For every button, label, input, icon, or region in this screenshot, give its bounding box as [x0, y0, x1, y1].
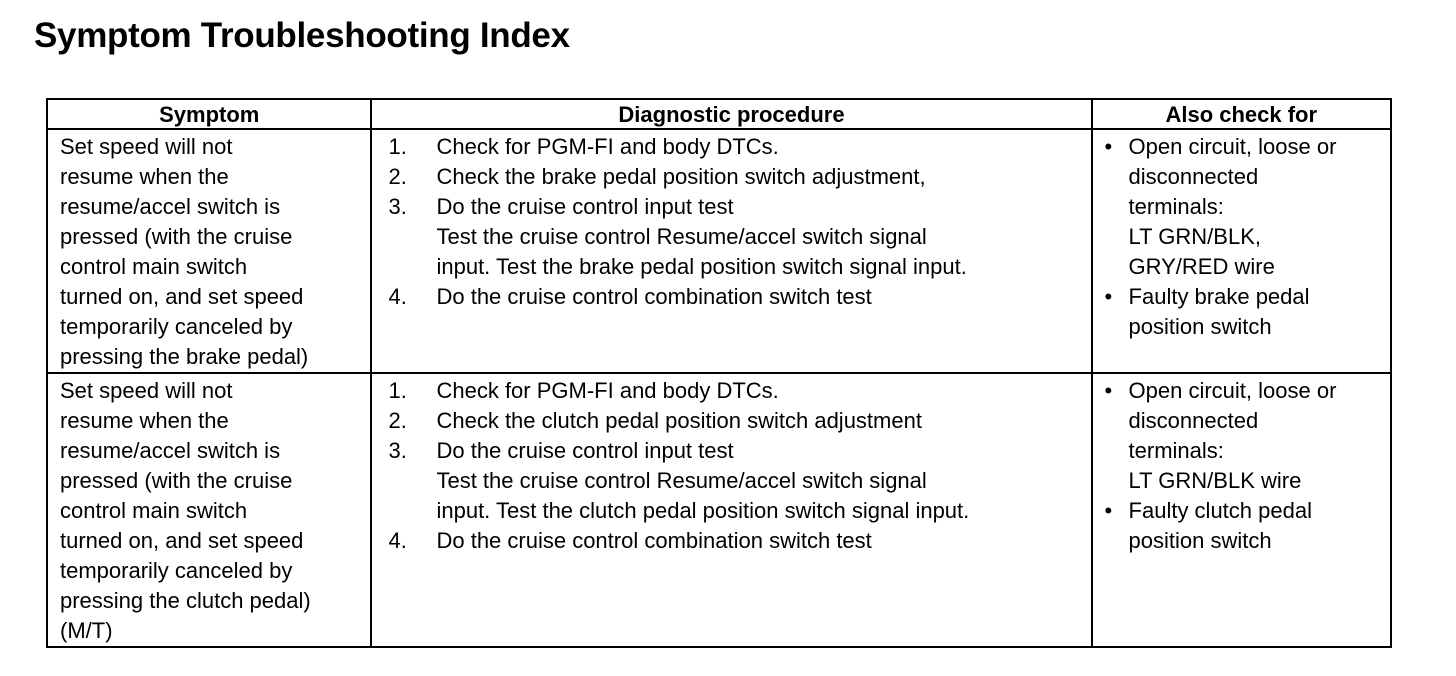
bullet-icon: •	[1104, 498, 1113, 523]
procedure-step	[384, 436, 1084, 526]
step-text: Do the cruise control input test Test the cruise control Resume/accel switch signal input. Test the brake pedal position switch signal input.	[436, 194, 967, 279]
step-number: 2.	[388, 164, 407, 189]
table-row	[47, 129, 1391, 373]
step-number: 3.	[388, 438, 407, 463]
check-text: Faulty brake pedal position switch	[1128, 284, 1310, 339]
procedure-step	[384, 406, 1084, 436]
header-diagnostic-procedure: Diagnostic procedure	[371, 99, 1091, 129]
bullet-icon: •	[1104, 134, 1113, 159]
step-text: Check for PGM-FI and body DTCs.	[436, 378, 779, 403]
header-also-check-for: Also check for	[1092, 99, 1391, 129]
procedure-step	[384, 132, 1084, 162]
also-check-cell	[1092, 129, 1391, 373]
also-check-cell	[1092, 373, 1391, 647]
procedure-list	[384, 376, 1084, 556]
step-number: 2.	[388, 408, 407, 433]
step-text: Check the brake pedal position switch adjustment,	[436, 164, 926, 189]
symptom-index-table	[46, 98, 1392, 648]
table-row	[47, 373, 1391, 647]
procedure-step	[384, 526, 1084, 556]
procedure-step	[384, 162, 1084, 192]
check-item	[1105, 376, 1384, 496]
procedure-step	[384, 282, 1084, 312]
step-number: 1.	[388, 134, 407, 159]
procedure-cell	[371, 129, 1091, 373]
step-text: Do the cruise control input test Test the cruise control Resume/accel switch signal input. Test the clutch pedal position switch signal input.	[436, 438, 970, 523]
check-text: Open circuit, loose or disconnected terminals: LT GRN/BLK, GRY/RED wire	[1128, 134, 1337, 279]
procedure-cell	[371, 373, 1091, 647]
symptom-cell: Set speed will not resume when the resume/accel switch is pressed (with the cruise control main switch turned on, and set speed temporarily canceled by pressing the brake pedal)	[47, 129, 371, 373]
bullet-icon: •	[1104, 378, 1113, 403]
procedure-list	[384, 132, 1084, 312]
check-text: Faulty clutch pedal position switch	[1128, 498, 1312, 553]
step-number: 3.	[388, 194, 407, 219]
step-text: Do the cruise control combination switch test	[436, 528, 872, 553]
check-list	[1105, 132, 1384, 342]
table-header-row	[47, 99, 1391, 129]
procedure-step	[384, 192, 1084, 282]
check-text: Open circuit, loose or disconnected terminals: LT GRN/BLK wire	[1128, 378, 1337, 493]
check-item	[1105, 496, 1384, 556]
check-item	[1105, 282, 1384, 342]
step-text: Check the clutch pedal position switch adjustment	[436, 408, 922, 433]
check-item	[1105, 132, 1384, 282]
check-list	[1105, 376, 1384, 556]
page-title: Symptom Troubleshooting Index	[34, 16, 570, 55]
step-number: 4.	[388, 528, 407, 553]
step-number: 1.	[388, 378, 407, 403]
symptom-cell: Set speed will not resume when the resume/accel switch is pressed (with the cruise control main switch turned on, and set speed temporarily canceled by pressing the clutch pedal) (M/T)	[47, 373, 371, 647]
step-text: Do the cruise control combination switch test	[436, 284, 872, 309]
procedure-step	[384, 376, 1084, 406]
header-symptom: Symptom	[47, 99, 371, 129]
bullet-icon: •	[1104, 284, 1113, 309]
step-number: 4.	[388, 284, 407, 309]
step-text: Check for PGM-FI and body DTCs.	[436, 134, 779, 159]
